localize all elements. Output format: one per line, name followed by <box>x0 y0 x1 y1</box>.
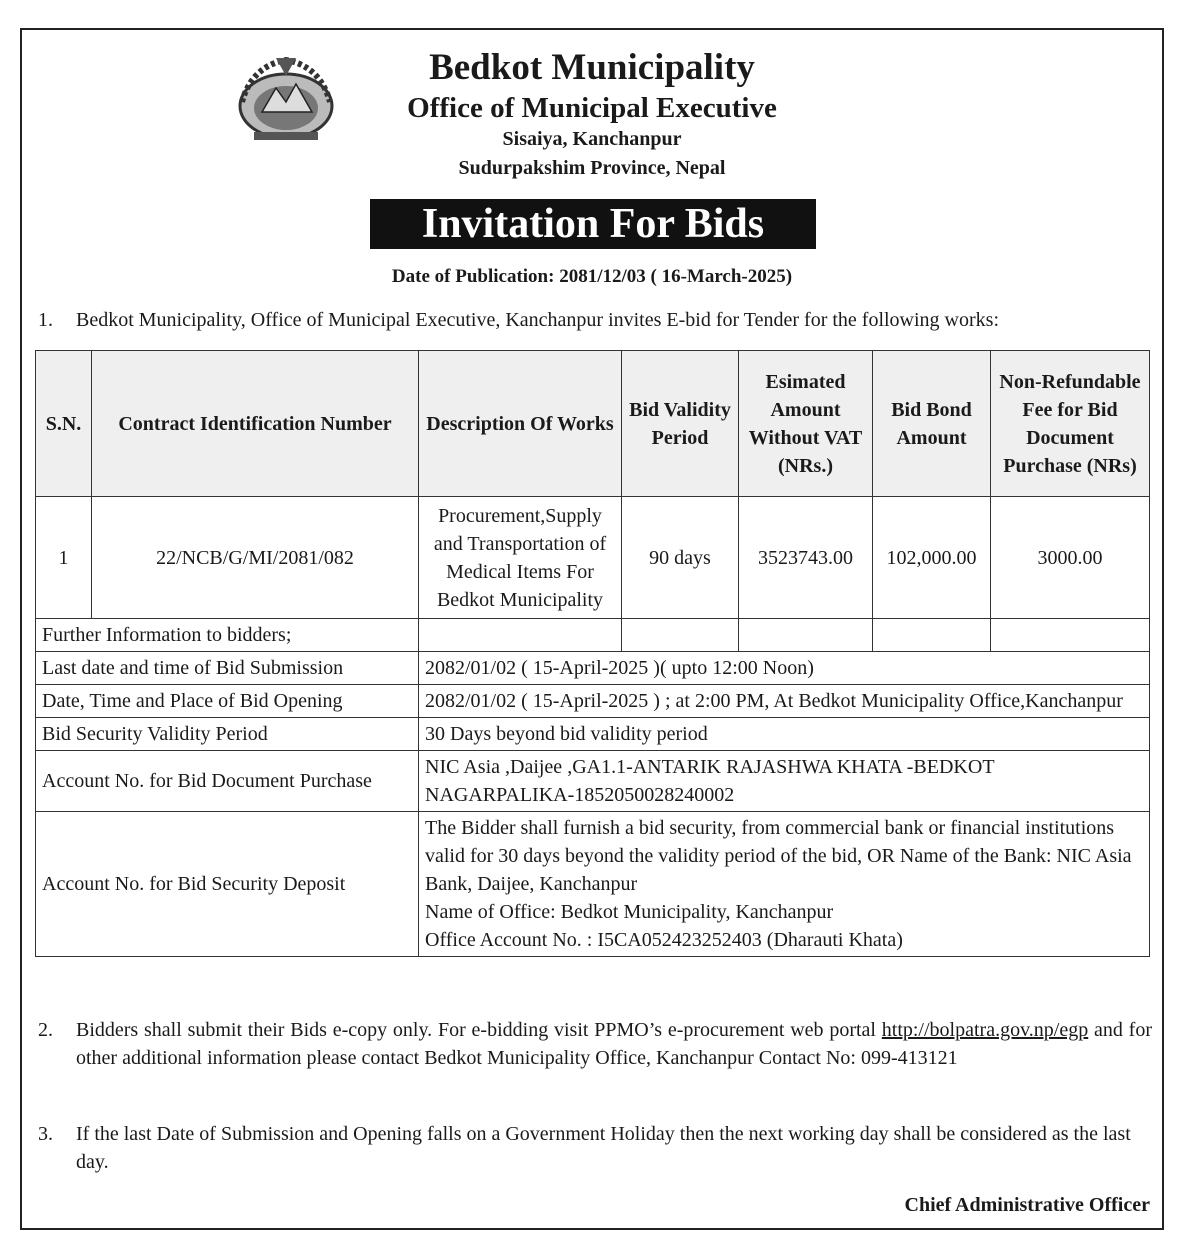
publication-date: Date of Publication: 2081/12/03 ( 16-March-2025) <box>391 266 793 287</box>
address-line-2: Sudurpakshim Province, Nepal <box>458 157 726 179</box>
para-number: 2. <box>38 1019 53 1041</box>
cell-description: Procurement,Supply and Transportation of Medical Items For Bedkot Municipality <box>419 497 622 619</box>
bids-table <box>35 350 1150 957</box>
info-row-doc-purchase-account <box>36 751 1150 812</box>
cell-sn: 1 <box>36 497 92 619</box>
header-fee: Non-Refundable Fee for Bid Document Purchase (NRs) <box>991 351 1150 497</box>
cell-estimate: 3523743.00 <box>739 497 873 619</box>
cell-validity: 90 days <box>622 497 739 619</box>
info-value <box>419 619 622 652</box>
cell-fee: 3000.00 <box>991 497 1150 619</box>
info-label: Last date and time of Bid Submission <box>36 652 419 685</box>
intro-text: Bedkot Municipality, Office of Municipal Executive, Kanchanpur invites E-bid for Tender for the following works: <box>76 309 999 331</box>
header-estimate: Esimated Amount Without VAT (NRs.) <box>739 351 873 497</box>
info-value: 2082/01/02 ( 15-April-2025 ) ; at 2:00 PM, At Bedkot Municipality Office,Kanchanpur <box>419 685 1150 718</box>
para-number: 3. <box>38 1123 53 1145</box>
info-value: 30 Days beyond bid validity period <box>419 718 1150 751</box>
info-label: Bid Security Validity Period <box>36 718 419 751</box>
office-name-text: Name of Office: Bedkot Municipality, Kanchanpur <box>425 901 834 923</box>
paragraph-3 <box>38 1120 1152 1176</box>
table-header-row <box>36 351 1150 497</box>
egp-portal-link[interactable]: http://bolpatra.gov.np/egp <box>881 1019 1089 1041</box>
org-name: Bedkot Municipality <box>429 47 755 88</box>
para2-text-after: and for other additional information please contact Bedkot Municipality Office, Kanchanpur Contact No: 099-413121 <box>76 1019 1152 1069</box>
info-empty <box>622 619 739 652</box>
info-label: Account No. for Bid Document Purchase <box>36 751 419 812</box>
signature: Chief Administrative Officer <box>904 1194 1150 1216</box>
info-empty <box>739 619 873 652</box>
cell-contract: 22/NCB/G/MI/2081/082 <box>92 497 419 619</box>
office-account-text: Office Account No. : I5CA052423252403 (Dharauti Khata) <box>425 929 903 951</box>
info-label: Further Information to bidders; <box>36 619 419 652</box>
info-value <box>419 812 1150 957</box>
info-empty <box>873 619 991 652</box>
info-row-security-deposit-account <box>36 812 1150 957</box>
info-row-further <box>36 619 1150 652</box>
info-empty <box>991 619 1150 652</box>
paragraph-2 <box>38 1016 1152 1072</box>
para-number: 1. <box>38 309 53 331</box>
security-deposit-text: The Bidder shall furnish a bid security, from commercial bank or financial institutions valid for 30 days beyond the validity period of the bid, OR Name of the Bank: NIC Asia Bank, Daijee, Kanchanpur <box>425 817 1132 895</box>
info-value: NIC Asia ,Daijee ,GA1.1-ANTARIK RAJASHWA KHATA -BEDKOT NAGARPALIKA-1852050028240002 <box>419 751 1150 812</box>
notice-banner: Invitation For Bids <box>370 199 816 249</box>
intro-paragraph <box>38 306 1158 334</box>
info-row-submission <box>36 652 1150 685</box>
info-row-opening <box>36 685 1150 718</box>
info-value: 2082/01/02 ( 15-April-2025 )( upto 12:00 Noon) <box>419 652 1150 685</box>
table-row <box>36 497 1150 619</box>
header-bond: Bid Bond Amount <box>873 351 991 497</box>
header-validity: Bid Validity Period <box>622 351 739 497</box>
cell-bond: 102,000.00 <box>873 497 991 619</box>
para2-text-before: Bidders shall submit their Bids e-copy only. For e-bidding visit PPMO’s e-procurement web portal <box>76 1019 882 1041</box>
header-sn: S.N. <box>36 351 92 497</box>
info-row-security-validity <box>36 718 1150 751</box>
office-name: Office of Municipal Executive <box>407 92 777 124</box>
info-label: Account No. for Bid Security Deposit <box>36 812 419 957</box>
info-label: Date, Time and Place of Bid Opening <box>36 685 419 718</box>
header-contract: Contract Identification Number <box>92 351 419 497</box>
address-line-1: Sisaiya, Kanchanpur <box>502 128 682 150</box>
para3-text: If the last Date of Submission and Opening falls on a Government Holiday then the next working day shall be considered as the last day. <box>76 1123 1131 1173</box>
header-description: Description Of Works <box>419 351 622 497</box>
